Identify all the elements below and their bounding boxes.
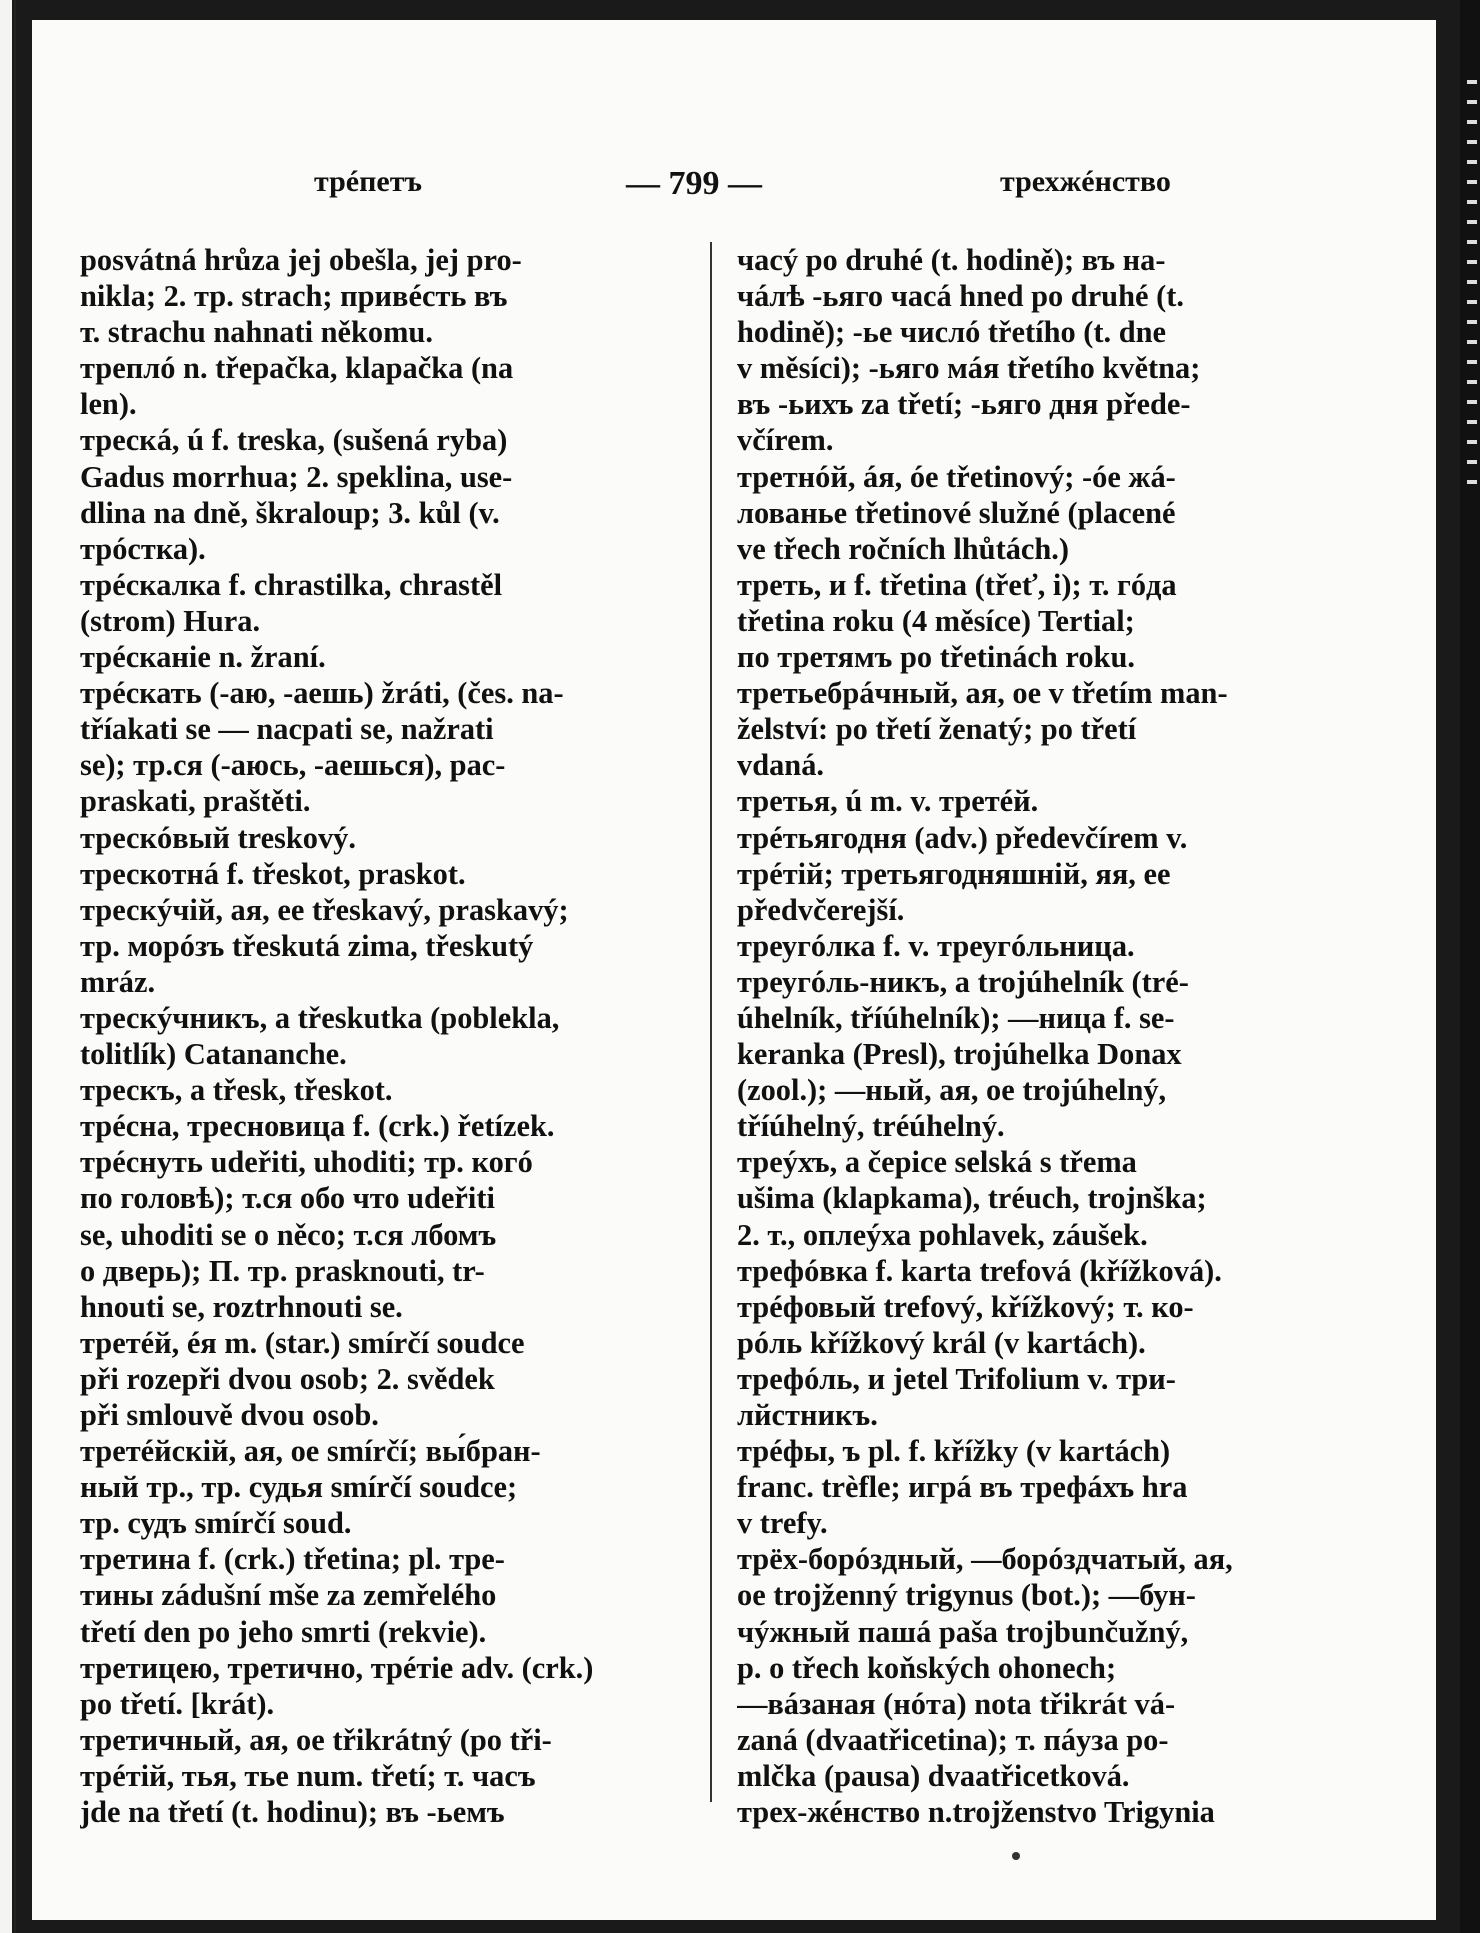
ink-dot bbox=[1012, 1852, 1020, 1860]
entry-line: vdaná. bbox=[737, 748, 824, 783]
entry-line: трескóвый treskový. bbox=[80, 820, 356, 855]
entry-line: чáлѣ -ьяго часá hned po druhé (t. bbox=[737, 279, 1184, 314]
entry-line: трёх-борóздный, —борóздчатый, ая, bbox=[737, 1542, 1233, 1577]
entry-line: v měsíci); -ьяго мáя třetího května; bbox=[737, 351, 1201, 386]
entry-line: треть, и f. třetina (třeť, i); т. гóда bbox=[737, 567, 1177, 602]
entry-line: jde na třetí (t. hodinu); въ -ьемъ bbox=[80, 1795, 505, 1830]
entry-line: ое trojženný trigynus (bot.); —бун- bbox=[737, 1578, 1196, 1613]
entry-line: se, uhoditi se o něco; т.ся лбомъ bbox=[80, 1217, 497, 1252]
entry-line: трéскалка f. chrastilka, chrastěl bbox=[80, 567, 503, 602]
header-left-guide-word: трéпетъ bbox=[314, 165, 422, 198]
entry-line: se); тр.ся (-аюсь, -аешься), рас- bbox=[80, 748, 506, 783]
entry-line: keranka (Presl), trojúhelka Donax bbox=[737, 1037, 1182, 1072]
entry-line: лованье třetinové služné (placené bbox=[737, 495, 1176, 530]
entry-line: въ -ьихъ za třetí; -ьяго дня přede- bbox=[737, 387, 1191, 422]
entry-line: předvčerejší. bbox=[737, 892, 905, 927]
entry-line: 2. т., оплеýха pohlavek, záušek. bbox=[737, 1217, 1148, 1252]
entry-line: чýжный пашá paša trojbunčužný, bbox=[737, 1614, 1189, 1649]
entry-line: po třetí. [krát). bbox=[80, 1686, 275, 1721]
entry-line: по третямъ po třetinách roku. bbox=[737, 640, 1135, 675]
entry-line: Gadus morrhua; 2. speklina, use- bbox=[80, 459, 513, 494]
entry-line: треугóль-никъ, а trojúhelník (tré- bbox=[737, 964, 1189, 999]
scan-border-right bbox=[1460, 0, 1480, 1933]
entry-line: рóль křížkový král (v kartách). bbox=[737, 1325, 1146, 1360]
entry-line: р. о třech koňských ohonech; bbox=[737, 1650, 1117, 1685]
entry-line: tříúhelný, tréúhelný. bbox=[737, 1109, 1005, 1144]
page-edge-line bbox=[14, 0, 16, 1933]
right-column bbox=[737, 242, 1357, 1830]
entry-line: трéтьягодня (adv.) předevčírem v. bbox=[737, 820, 1188, 855]
entry-line: трéскать (-аю, -аешь) žráti, (čes. na- bbox=[80, 676, 564, 711]
entry-line: úhelník, tříúhelník); —ница f. se- bbox=[737, 1000, 1175, 1035]
entry-line: трéфы, ъ pl. f. křížky (v kartách) bbox=[737, 1434, 1171, 1469]
entry-line: трефóль, и jetel Trifolium v. три- bbox=[737, 1361, 1176, 1396]
entry-line: трескýчій, ая, ее třeskavý, praskavý; bbox=[80, 892, 569, 927]
entry-line: (zool.); —ный, ая, ое trojúhelný, bbox=[737, 1073, 1167, 1108]
entry-line: třetina roku (4 měsíce) Tertial; bbox=[737, 603, 1135, 638]
entry-line: трéсканіе n. žraní. bbox=[80, 640, 326, 675]
entry-line: трóстка). bbox=[80, 531, 206, 566]
entry-line: franc. trèfle; игрá въ трефáхъ hra bbox=[737, 1470, 1188, 1505]
column-divider bbox=[710, 242, 712, 1802]
entry-line: трех-жéнство n.trojženstvo Trigynia bbox=[737, 1795, 1215, 1830]
entry-line: трескъ, а třesk, třeskot. bbox=[80, 1073, 393, 1108]
entry-line: трéсна, тресновица f. (crk.) řetízek. bbox=[80, 1109, 555, 1144]
entry-line: трескýчникъ, а třeskutka (poblekla, bbox=[80, 1000, 560, 1035]
entry-line: трéтій, тья, тье num. třetí; т. часъ bbox=[80, 1758, 536, 1793]
entry-line: mráz. bbox=[80, 964, 156, 999]
dictionary-page bbox=[32, 20, 1436, 1920]
entry-line: трéтій; третьягодняшній, яя, ее bbox=[737, 856, 1171, 891]
entry-line: трескотнá f. třeskot, praskot. bbox=[80, 856, 466, 891]
entry-line: третина f. (crk.) třetina; pl. тре- bbox=[80, 1542, 505, 1577]
header-right-guide-word: трехжéнство bbox=[1000, 165, 1171, 198]
page-header bbox=[32, 165, 1436, 205]
entry-line: треплó n. třepačka, klapačka (na bbox=[80, 351, 514, 386]
entry-line: tříakati se — nacpati se, nažrati bbox=[80, 712, 494, 747]
entry-line: о дверь); П. тр. prasknouti, tr- bbox=[80, 1253, 485, 1288]
entry-line: hodině); -ье числó třetího (t. dne bbox=[737, 315, 1167, 350]
entry-line: часý po druhé (t. hodině); въ на- bbox=[737, 243, 1166, 277]
entry-line: praskati, praštěti. bbox=[80, 784, 311, 819]
entry-line: třetí den po jeho smrti (rekvie). bbox=[80, 1614, 487, 1649]
page-edge-left bbox=[0, 0, 12, 1933]
entry-line: při smlouvě dvou osob. bbox=[80, 1398, 379, 1432]
entry-line: треýхъ, а čepice selská s třema bbox=[737, 1145, 1137, 1180]
entry-line: треcкá, ú f. treska, (sušená ryba) bbox=[80, 423, 508, 458]
entry-line: третéйскій, ая, ое smírčí; вы́бран- bbox=[80, 1434, 541, 1469]
entry-line: posvátná hrůza jej obešla, jej pro- bbox=[80, 243, 522, 277]
entry-line: tolitlík) Catananche. bbox=[80, 1037, 347, 1072]
entry-line: третицею, третично, трéтіе adv. (crk.) bbox=[80, 1650, 594, 1685]
entry-line: тр. судъ smírčí soud. bbox=[80, 1506, 352, 1541]
entry-line: ušima (klapkama), tréuch, trojnška; bbox=[737, 1181, 1207, 1216]
entry-line: želství: po třetí ženatý; po třetí bbox=[737, 712, 1137, 747]
entry-line: по головѣ); т.ся обо что udeřiti bbox=[80, 1181, 495, 1216]
entry-line: третнóй, áя, óе třetinový; -óе жá- bbox=[737, 459, 1176, 494]
entry-line: третéй, éя m. (star.) smírčí soudce bbox=[80, 1325, 525, 1360]
entry-line: трéснуть udeřiti, uhoditi; тр. когó bbox=[80, 1145, 533, 1180]
entry-line: v trefy. bbox=[737, 1506, 828, 1541]
entry-line: тины zádušní mše za zemřelého bbox=[80, 1578, 497, 1613]
entry-line: mlčka (pausa) dvaatřicetková. bbox=[737, 1758, 1130, 1793]
entry-line: dlina na dně, škraloup; 3. kůl (v. bbox=[80, 495, 500, 530]
entry-line: hnouti se, roztrhnouti se. bbox=[80, 1289, 403, 1324]
entry-line: третья, ú m. v. третéй. bbox=[737, 784, 1039, 819]
entry-line: při rozepři dvou osob; 2. svědek bbox=[80, 1361, 495, 1396]
entry-line: третьебрáчный, ая, ое v třetím man- bbox=[737, 676, 1228, 711]
entry-line: (strom) Hura. bbox=[80, 603, 261, 638]
entry-line: третичный, ая, ое třikrátný (po tři- bbox=[80, 1722, 552, 1757]
entry-line: zaná (dvaatřicetina); т. пáуза po- bbox=[737, 1722, 1169, 1757]
entry-line: т. strachu nahnati někomu. bbox=[80, 315, 433, 350]
entry-line: ve třech ročních lhůtách.) bbox=[737, 531, 1069, 566]
entry-line: —вáзаная (нóта) nota třikrát vá- bbox=[737, 1686, 1176, 1721]
entry-line: лйстникъ. bbox=[737, 1398, 878, 1432]
left-column bbox=[80, 242, 700, 1830]
entry-line: трефóвка f. karta trefová (křížková). bbox=[737, 1253, 1222, 1288]
entry-line: тр. морóзъ třeskutá zima, třeskutý bbox=[80, 928, 534, 963]
page-number: — 799 — bbox=[626, 165, 762, 202]
entry-line: треугóлка f. v. треугóльница. bbox=[737, 928, 1135, 963]
entry-line: len). bbox=[80, 387, 137, 422]
entry-line: nikla; 2. тр. strach; привéсть въ bbox=[80, 279, 508, 314]
entry-line: трéфовый trefový, křížkový; т. ко- bbox=[737, 1289, 1194, 1324]
entry-line: ный тр., тр. судья smírčí soudce; bbox=[80, 1470, 518, 1505]
entry-line: včírem. bbox=[737, 423, 834, 458]
